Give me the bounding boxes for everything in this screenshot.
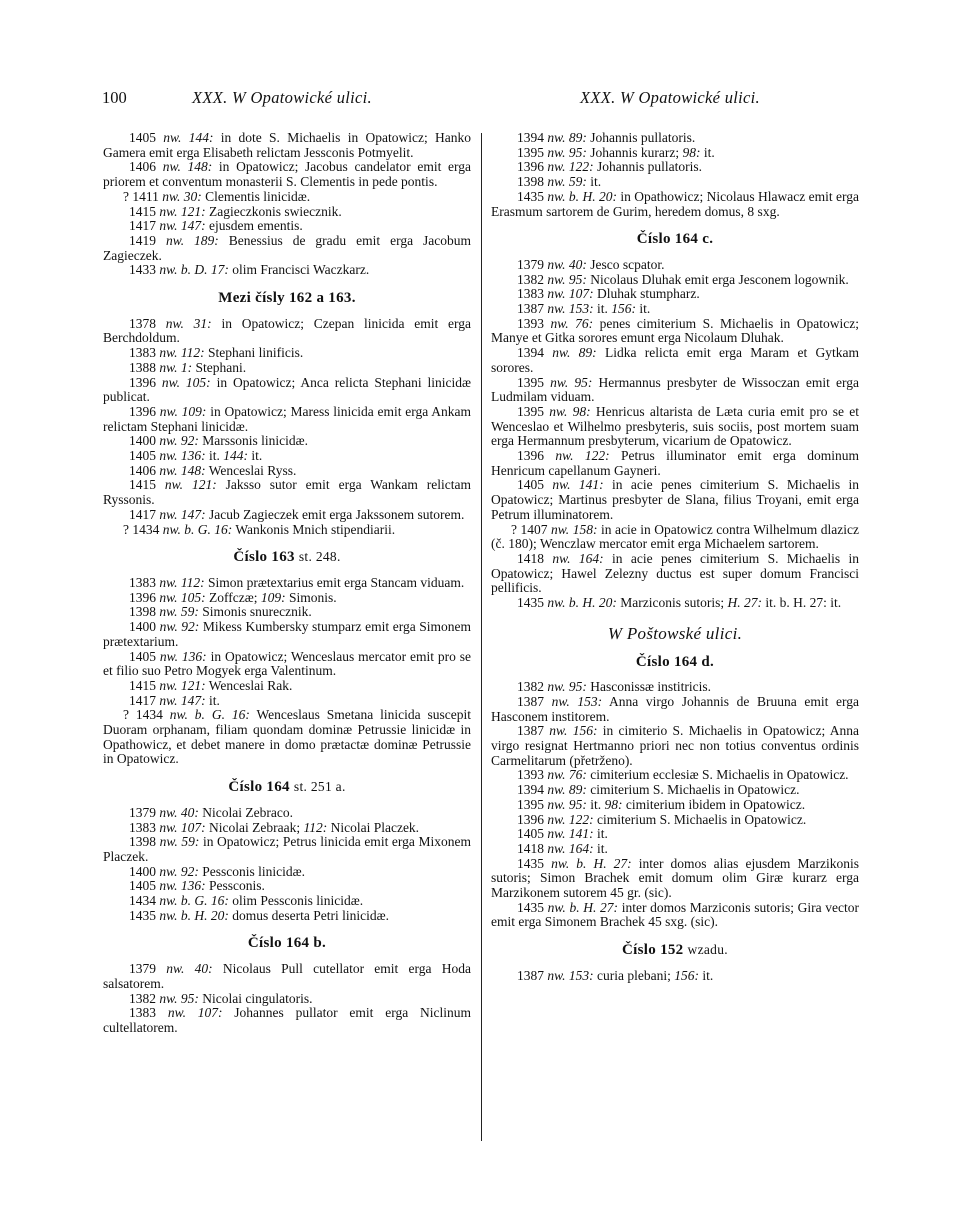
- entry-paragraph: 1396 nw. 109: in Opatowicz; Maress linicida emit erga Ankam relictam Stephani linicidæ.: [103, 403, 472, 434]
- entry-paragraph: 1382 nw. 95: Nicolai cingulatoris.: [129, 990, 313, 1006]
- heading-subtext: wzadu.: [687, 942, 728, 958]
- entry-paragraph: 1387 nw. 156: in cimiterio S. Michaelis in Opatowicz; Anna virgo resignat Hertmanno priori nec non totius conventus ordinis Carmelitarum (přetrženo).: [491, 723, 860, 768]
- entry-paragraph: 1394 nw. 89: cimiterium S. Michaelis in Opatowicz.: [517, 782, 800, 798]
- entry-paragraph: 1418 nw. 164: in acie penes cimiterium S. Michaelis in Opatowicz; Hawel Zelezny ductus est super domum Francisci pellificis.: [491, 550, 860, 596]
- entry-paragraph: 1405 nw. 141: it.: [517, 826, 608, 842]
- section-heading: [491, 655, 859, 670]
- heading-subtext: st. 251 a.: [293, 779, 346, 795]
- entry-paragraph: ? 1411 nw. 30: Clementis linicidæ.: [123, 188, 311, 204]
- entry-paragraph: 1400 nw. 92: Mikess Kumbersky stumparz emit erga Simonem prætextarium.: [103, 619, 472, 649]
- running-head-right: XXX. W Opatowické ulici.: [580, 88, 760, 107]
- heading-text: Číslo 152: [622, 942, 684, 959]
- entry-paragraph: 1395 nw. 95: Hermannus presbyter de Wissoczan emit erga Ludmilam viduam.: [491, 374, 859, 405]
- entry-paragraph: 1382 nw. 95: Nicolaus Dluhak emit erga Jesconem logownik.: [517, 271, 849, 287]
- entry-paragraph: 1387 nw. 153: it. 156: it.: [517, 301, 651, 317]
- entry-paragraph: 1405 nw. 136: in Opatowicz; Wenceslaus mercator emit pro se et filio suo Petro Mogyek erga Valentinum.: [103, 648, 472, 679]
- entry-paragraph: 1393 nw. 76: cimiterium ecclesiæ S. Michaelis in Opatowicz.: [517, 767, 849, 783]
- entry-paragraph: 1406 nw. 148: in Opatowicz; Jacobus candelator emit erga priorem et conventum monasterii S. Clementis in pede pontis.: [103, 159, 472, 190]
- entry-paragraph: 1388 nw. 1: Stephani.: [129, 359, 247, 375]
- entry-paragraph: 1383 nw. 112: Stephani linificis.: [129, 345, 304, 361]
- entry-paragraph: 1396 nw. 105: in Opatowicz; Anca relicta Stephani linicidæ publicat.: [103, 374, 472, 405]
- section-heading: [491, 943, 859, 958]
- heading-text: Číslo 164: [228, 779, 290, 796]
- heading-text: Číslo 164 b.: [247, 935, 327, 952]
- entry-paragraph: ? 1434 nw. b. G. 16: Wenceslaus Smetana linicida suscepit Duoram orphanam, filiam quondam dominæ Petrussie linicidæ in Opathowicz, et debet manere in domo prætactæ dominæ Petrussie in Opatowicz.: [103, 707, 471, 767]
- right-column: [491, 131, 859, 984]
- entry-paragraph: 1398 nw. 59: Simonis snurecznik.: [129, 604, 312, 620]
- entry-paragraph: 1398 nw. 59: in Opatowicz; Petrus linicida emit erga Mixonem Placzek.: [103, 834, 472, 864]
- entry-paragraph: 1394 nw. 89: Johannis pullatoris.: [517, 130, 696, 145]
- entry-paragraph: 1398 nw. 59: it.: [517, 174, 602, 190]
- heading-text: Číslo 164 c.: [636, 231, 714, 248]
- entry-paragraph: 1379 nw. 40: Nicolaus Pull cutellator emit erga Hoda salsatorem.: [103, 961, 472, 991]
- entry-paragraph: 1396 nw. 122: cimiterium S. Michaelis in Opatowicz.: [517, 811, 807, 827]
- entry-paragraph: 1382 nw. 95: Hasconissæ institricis.: [517, 679, 711, 695]
- entry-paragraph: 1396 nw. 122: Petrus illuminator emit erga dominum Henricum capellanum Gayneri.: [491, 448, 860, 478]
- entry-paragraph: 1417 nw. 147: ejusdem ementis.: [129, 218, 303, 234]
- entry-paragraph: 1387 nw. 153: Anna virgo Johannis de Bruuna emit erga Hasconem institorem.: [491, 693, 860, 724]
- entry-paragraph: 1400 nw. 92: Marssonis linicidæ.: [129, 433, 309, 449]
- section-heading: [103, 780, 471, 795]
- street-heading: [491, 623, 859, 643]
- entry-paragraph: 1405 nw. 141: in acie penes cimiterium S. Michaelis in Opatowicz; Martinus presbyter de Slana, filius Troyani, emit erga Petrum illuminatorem.: [491, 477, 860, 522]
- entry-paragraph: 1383 nw. 107: Dluhak stumpharz.: [517, 286, 700, 302]
- entry-paragraph: 1394 nw. 89: Lidka relicta emit erga Maram et Gytkam sorores.: [491, 345, 860, 375]
- entry-paragraph: 1433 nw. b. D. 17: olim Francisci Waczkarz.: [129, 262, 370, 278]
- entry-paragraph: ? 1434 nw. b. G. 16: Wankonis Mnich stipendiarii.: [123, 521, 396, 537]
- heading-subtext: st. 248.: [298, 549, 341, 565]
- entry-paragraph: 1435 nw. b. H. 27: inter domos Marziconis sutoris; Gira vector emit erga Simonem Brachek 45 sxg. (sic).: [491, 899, 859, 930]
- heading-text: Číslo 164 d.: [635, 653, 715, 670]
- section-heading: [103, 936, 471, 951]
- entry-paragraph: 1435 nw. b. H. 20: Marziconis sutoris; H. 27: it. b. H. 27: it.: [517, 595, 842, 611]
- entry-paragraph: 1387 nw. 153: curia plebani; 156: it.: [517, 967, 714, 983]
- entry-paragraph: 1434 nw. b. G. 16: olim Pessconis linicidæ.: [129, 893, 364, 909]
- section-heading: [103, 550, 471, 565]
- entry-paragraph: 1418 nw. 164: it.: [517, 840, 608, 856]
- entry-paragraph: 1406 nw. 148: Wenceslai Ryss.: [129, 462, 297, 478]
- left-column: [103, 131, 471, 1036]
- entry-paragraph: 1378 nw. 31: in Opatowicz; Czepan linicida emit erga Berchdoldum.: [103, 315, 472, 346]
- heading-text: Mezi čísly 162 a 163.: [218, 290, 356, 307]
- running-head-left: XXX. W Opatowické ulici.: [192, 88, 372, 107]
- section-heading: [491, 232, 859, 247]
- entry-paragraph: 1435 nw. b. H. 27: inter domos alias ejusdem Marzikonis sutoris; Simon Brachek emit domum olim Giræ kurarz erga Marzikonem sutorem 45 gr. (sic).: [491, 855, 859, 901]
- entry-paragraph: 1415 nw. 121: Zagieczkonis swiecznik.: [129, 203, 342, 219]
- entry-paragraph: 1405 nw. 144: in dote S. Michaelis in Opatowicz; Hanko Gamera emit erga Elisabeth relictam Jessconis Potmyelit.: [103, 130, 471, 160]
- entry-paragraph: 1396 nw. 105: Zoffczæ; 109: Simonis.: [129, 589, 337, 605]
- entry-paragraph: 1379 nw. 40: Nicolai Zebraco.: [129, 804, 293, 820]
- entry-paragraph: 1435 nw. b. H. 20: domus deserta Petri linicidæ.: [129, 907, 389, 923]
- heading-text: Číslo 163: [233, 549, 295, 566]
- entry-paragraph: 1395 nw. 95: Johannis kurarz; 98: it.: [517, 144, 715, 160]
- heading-text: W Poštowské ulici.: [607, 623, 743, 643]
- running-header: [102, 88, 870, 110]
- entry-paragraph: 1405 nw. 136: it. 144: it.: [129, 448, 263, 464]
- entry-paragraph: 1417 nw. 147: Jacub Zagieczek emit erga Jakssonem sutorem.: [129, 506, 465, 522]
- page-number: 100: [102, 88, 127, 107]
- entry-paragraph: 1400 nw. 92: Pessconis linicidæ.: [129, 863, 306, 879]
- entry-paragraph: ? 1407 nw. 158: in acie in Opatowicz contra Wilhelmum dlazicz (č. 180); Wenczlaw mercator emit erga Michaelem sartorem.: [491, 521, 859, 552]
- entry-paragraph: 1395 nw. 95: it. 98: cimiterium ibidem in Opatowicz.: [517, 796, 806, 812]
- entry-paragraph: 1393 nw. 76: penes cimiterium S. Michaelis in Opatowicz; Manye et Gitka sorores emunt erga Nicolaum Dluhak.: [491, 315, 860, 346]
- entry-paragraph: 1383 nw. 112: Simon prætextarius emit erga Stancam viduam.: [129, 574, 465, 590]
- entry-paragraph: 1396 nw. 122: Johannis pullatoris.: [517, 159, 702, 175]
- entry-paragraph: 1383 nw. 107: Nicolai Zebraak; 112: Nicolai Placzek.: [129, 819, 420, 835]
- entry-paragraph: 1415 nw. 121: Wenceslai Rak.: [129, 677, 293, 693]
- entry-paragraph: 1417 nw. 147: it.: [129, 692, 220, 708]
- entry-paragraph: 1379 nw. 40: Jesco scpator.: [517, 256, 665, 272]
- entry-paragraph: 1395 nw. 98: Henricus altarista de Læta curia emit pro se et Wenceslao et Wilhelmo presbyteris, suis sociis, post mortem suam erga Hermannum presbyterum, vicarium de Opatowicz.: [491, 403, 860, 449]
- entry-paragraph: 1419 nw. 189: Benessius de gradu emit erga Jacobum Zagieczek.: [103, 232, 472, 263]
- entry-paragraph: 1405 nw. 136: Pessconis.: [129, 878, 265, 894]
- section-heading: [103, 291, 471, 306]
- entry-paragraph: 1383 nw. 107: Johannes pullator emit erga Niclinum cultellatorem.: [103, 1005, 471, 1035]
- column-divider: [481, 133, 482, 1141]
- entry-paragraph: 1435 nw. b. H. 20: in Opathowicz; Nicolaus Hlawacz emit erga Erasmum sartorem de Gurim, heredem domus, 8 sxg.: [491, 188, 860, 219]
- entry-paragraph: 1415 nw. 121: Jaksso sutor emit erga Wankam relictam Ryssonis.: [103, 477, 472, 508]
